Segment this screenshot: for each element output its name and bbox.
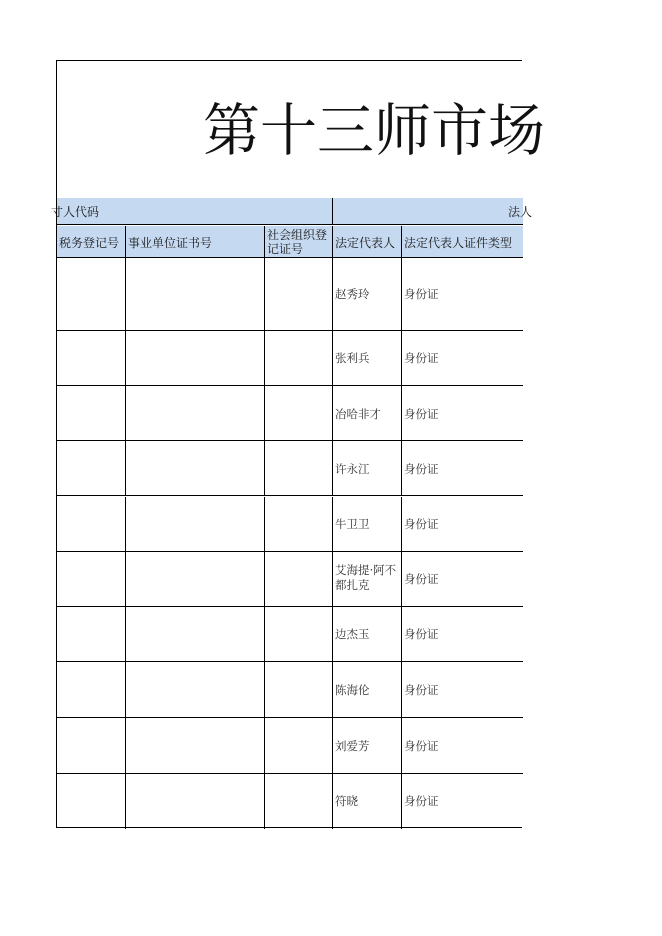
cell-tax-registration[interactable]: [57, 552, 126, 606]
cell-id-type[interactable]: [402, 718, 523, 773]
table-row: [57, 441, 523, 496]
table-row: [57, 607, 523, 662]
cell-social-org-certificate[interactable]: [265, 718, 333, 773]
cell-id-type[interactable]: [402, 441, 523, 495]
cell-legal-representative[interactable]: [333, 552, 402, 606]
cell-legal-representative[interactable]: [333, 774, 402, 829]
cell-text: 身份证: [404, 462, 439, 476]
cell-text: 身份证: [404, 516, 439, 531]
cell-text: 身份证: [404, 287, 439, 301]
cell-legal-representative[interactable]: [333, 331, 402, 385]
table-row: [57, 258, 523, 331]
cell-id-type[interactable]: [402, 497, 523, 551]
header-row-1: [51, 198, 533, 225]
cell-legal-representative[interactable]: [333, 718, 402, 773]
cell-legal-representative[interactable]: [333, 607, 402, 661]
title-area: [57, 61, 545, 198]
cell-institution-certificate[interactable]: [126, 774, 265, 829]
cell-tax-registration[interactable]: [57, 607, 126, 661]
cell-text: 冶哈非才: [335, 407, 381, 421]
cell-text: 符晓: [335, 793, 358, 808]
cell-text: 陈海伦: [335, 682, 370, 697]
cell-text: 身份证: [404, 351, 439, 365]
cell-legal-representative[interactable]: [333, 386, 402, 440]
cell-institution-certificate[interactable]: [126, 386, 265, 440]
cell-institution-certificate[interactable]: [126, 497, 265, 551]
header-group-legal-rep-label: 法人: [508, 205, 533, 219]
cell-legal-representative[interactable]: [333, 258, 402, 330]
cell-text: 边杰玉: [335, 626, 370, 641]
cell-id-type[interactable]: [402, 607, 523, 661]
table-row: [57, 497, 523, 552]
column-header-label: 法定代表人: [335, 236, 396, 250]
cell-text: 艾海提·阿不都扎克: [335, 562, 397, 592]
cell-social-org-certificate[interactable]: [265, 774, 333, 829]
cell-institution-certificate[interactable]: [126, 331, 265, 385]
table-row: [57, 552, 523, 607]
cell-text: 身份证: [404, 626, 439, 641]
spreadsheet-sheet: [51, 60, 545, 828]
cell-institution-certificate[interactable]: [126, 718, 265, 773]
cell-tax-registration[interactable]: [57, 386, 126, 440]
cell-legal-representative[interactable]: [333, 441, 402, 495]
table-row: [57, 662, 523, 718]
column-header-legal-representative[interactable]: [333, 226, 402, 258]
cell-tax-registration[interactable]: [57, 331, 126, 385]
cell-id-type[interactable]: [402, 552, 523, 606]
table-row: [57, 774, 523, 829]
header-group-legal-code-label: 寸人代码: [51, 205, 100, 219]
cell-social-org-certificate[interactable]: [265, 662, 333, 717]
cell-social-org-certificate[interactable]: [265, 497, 333, 551]
column-header-label: 税务登记号: [59, 236, 120, 250]
column-header-tax-registration[interactable]: [57, 226, 126, 258]
cell-id-type[interactable]: [402, 774, 523, 829]
cell-tax-registration[interactable]: [57, 662, 126, 717]
column-header-label: 法定代表人证件类型: [404, 236, 513, 250]
cell-social-org-certificate[interactable]: [265, 386, 333, 440]
cell-text: 赵秀玲: [335, 287, 370, 301]
header-group-legal-code[interactable]: [51, 198, 333, 225]
cell-legal-representative[interactable]: [333, 497, 402, 551]
cell-text: 许永江: [335, 462, 370, 476]
cell-text: 身份证: [404, 682, 439, 697]
cell-id-type[interactable]: [402, 662, 523, 717]
header-group-legal-rep[interactable]: [333, 198, 533, 225]
cell-institution-certificate[interactable]: [126, 441, 265, 495]
cell-social-org-certificate[interactable]: [265, 607, 333, 661]
cell-text: 牛卫卫: [335, 516, 370, 531]
cell-tax-registration[interactable]: [57, 497, 126, 551]
cell-institution-certificate[interactable]: [126, 662, 265, 717]
cell-text: 身份证: [404, 407, 439, 421]
cell-tax-registration[interactable]: [57, 718, 126, 773]
cell-institution-certificate[interactable]: [126, 552, 265, 606]
cell-social-org-certificate[interactable]: [265, 552, 333, 606]
cell-id-type[interactable]: [402, 331, 523, 385]
cell-text: 张利兵: [335, 351, 370, 365]
table-row: [57, 331, 523, 386]
cell-text: 身份证: [404, 571, 439, 586]
sheet-title: 第十三师市场: [203, 98, 545, 164]
cell-tax-registration[interactable]: [57, 774, 126, 829]
column-header-id-type[interactable]: [402, 226, 523, 258]
cell-social-org-certificate[interactable]: [265, 331, 333, 385]
column-header-label: 事业单位证书号: [128, 236, 213, 250]
column-header-social-org-certificate[interactable]: [265, 226, 333, 258]
cell-text: 身份证: [404, 793, 439, 808]
cell-text: 刘爱芳: [335, 738, 370, 753]
header-row-2: [57, 226, 523, 258]
cell-social-org-certificate[interactable]: [265, 258, 333, 330]
cell-id-type[interactable]: [402, 258, 523, 330]
cell-institution-certificate[interactable]: [126, 607, 265, 661]
cell-text: 身份证: [404, 738, 439, 753]
table-row: [57, 386, 523, 441]
column-header-label: 社会组织登记证号: [267, 228, 328, 256]
column-header-institution-certificate[interactable]: [126, 226, 265, 258]
cell-tax-registration[interactable]: [57, 258, 126, 330]
table-row: [57, 718, 523, 774]
cell-legal-representative[interactable]: [333, 662, 402, 717]
cell-id-type[interactable]: [402, 386, 523, 440]
cell-tax-registration[interactable]: [57, 441, 126, 495]
cell-institution-certificate[interactable]: [126, 258, 265, 330]
cell-social-org-certificate[interactable]: [265, 441, 333, 495]
